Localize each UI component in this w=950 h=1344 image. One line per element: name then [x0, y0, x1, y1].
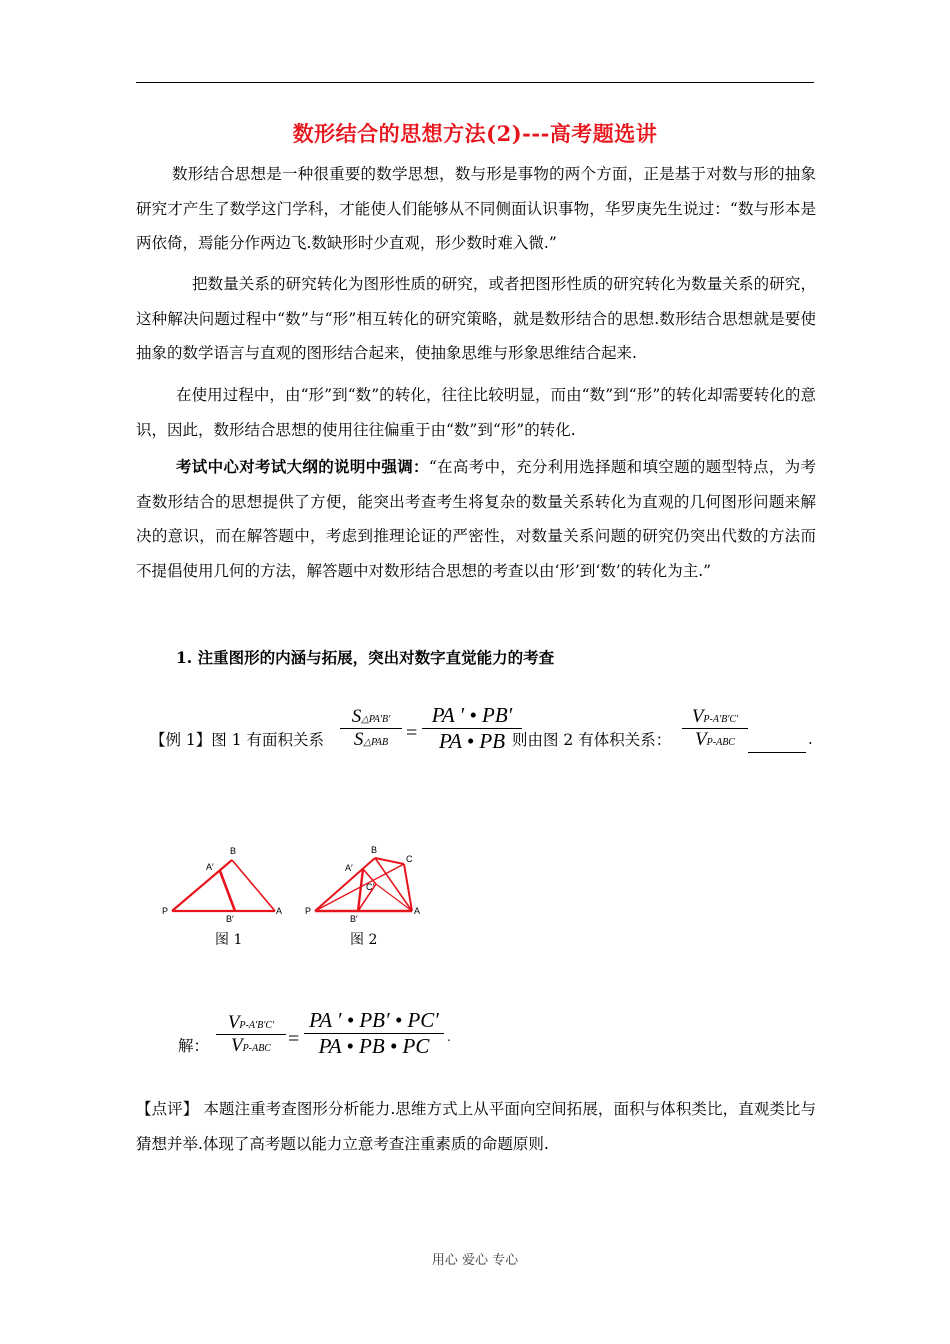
solution-equals: =: [288, 1028, 300, 1050]
paragraph-strategy: 把数量关系的研究转化为图形性质的研究，或者把图形性质的研究转化为数量关系的研究，这种解决问题过程中“数”与“形”相互转化的研究策略，就是数形结合的思想.数形结合思想就是要使抽象的数学语言与直观的图形结合起来，使抽象思维与形象思维结合起来.: [136, 275, 816, 362]
solution-lhs: [216, 1012, 286, 1057]
page-title: 数形结合的思想方法(2)---高考题选讲: [292, 121, 658, 146]
solution-rhs-denominator: PA • PB • PC: [318, 1034, 430, 1058]
volume-numerator: VP-A'B'C': [691, 706, 739, 727]
page-footer: 用心 爱心 专心: [431, 1253, 519, 1268]
section-heading-1: 1. 注重图形的内涵与拓展，突出对数字直觉能力的考查: [176, 648, 555, 667]
area-rhs-numerator: PA ′ • PB′: [431, 703, 513, 727]
area-equals: =: [406, 722, 418, 744]
answer-blank: [748, 752, 806, 753]
figure-2-caption: 图 2: [350, 932, 378, 948]
figure-1: [162, 846, 282, 924]
figure-2: [305, 845, 420, 924]
fig2-label-A: A: [414, 906, 421, 916]
review-paragraph: 【点评】 本题注重考查图形分析能力.思维方式上从平面向空间拓展，面积与体积类比，直观类比与猜想并举.体现了高考题以能力立意考查注重素质的命题原则.: [136, 1100, 816, 1153]
solution-lhs-denominator: VP-ABC: [231, 1035, 271, 1056]
fig2-label-C: C: [406, 854, 413, 864]
paragraph-intro: 数形结合思想是一种很重要的数学思想，数与形是事物的两个方面，正是基于对数与形的抽象研究才产生了数学这门学科，才能使人们能够从不同侧面认识事物，华罗庚先生说过：“数与形本是两依倚，焉能分作两边飞.数缺形时少直观，形少数时难入微.”: [136, 165, 816, 252]
paragraph-exam-center: [136, 450, 816, 588]
fig2-label-B: B: [371, 845, 378, 855]
fig2-label-C-prime: C′: [366, 882, 375, 892]
area-lhs-denominator: S△PAB: [353, 729, 389, 750]
fig1-label-A: A: [276, 906, 283, 916]
area-ratio-lhs: [340, 706, 402, 751]
example-1-prefix: 【例 1】图 1 有面积关系: [150, 731, 325, 749]
fig1-label-A-prime: A′: [206, 862, 214, 872]
fig2-label-P: P: [305, 906, 312, 916]
exam-center-quote: “在高考中，充分利用选择题和填空题的题型特点，为考查数形结合的思想提供了方便，能突出考查考生将复杂的数量关系转化为直观的几何图形问题来解决的意识，而在解答题中，考虑到推理论证的严密性，对数量关系问题的研究仍突出代数的方法而不提倡使用几何的方法，解答题中对数形结合思想的考查以由‘形’到‘数’的转化为主.”: [136, 458, 816, 580]
exam-center-lead: 考试中心对考试大纲的说明中强调：: [176, 457, 429, 476]
example-1-middle: 则由图 2 有体积关系：: [512, 731, 672, 749]
volume-denominator: VP-ABC: [695, 729, 735, 750]
area-lhs-numerator: S△PA'B': [351, 706, 391, 727]
solution-rhs: [304, 1008, 444, 1059]
fig1-label-B-prime: B′: [226, 914, 234, 924]
fig2-label-B-prime: B′: [350, 914, 358, 924]
area-rhs-denominator: PA • PB: [438, 729, 506, 753]
solution-lhs-numerator: VP-A'B'C': [227, 1012, 275, 1033]
triangle-figures: [150, 840, 450, 950]
example-1-end: .: [808, 730, 813, 748]
solution-end: .: [447, 1030, 451, 1044]
figure-1-caption: 图 1: [215, 932, 243, 948]
paragraph-usage: 在使用过程中，由“形”到“数”的转化，往往比较明显，而由“数”到“形”的转化却需要转化的意识，因此，数形结合思想的使用往往偏重于由“数”到“形”的转化.: [136, 386, 816, 439]
solution-rhs-numerator: PA ′ • PB′ • PC′: [309, 1008, 439, 1032]
fig1-label-P: P: [162, 906, 169, 916]
solution-prefix: 解：: [178, 1037, 210, 1055]
area-ratio-rhs: [422, 703, 522, 754]
volume-ratio: [682, 706, 748, 751]
fig2-label-A-prime: A′: [345, 863, 353, 873]
fig1-label-B: B: [230, 846, 237, 856]
top-rule: [136, 82, 814, 83]
